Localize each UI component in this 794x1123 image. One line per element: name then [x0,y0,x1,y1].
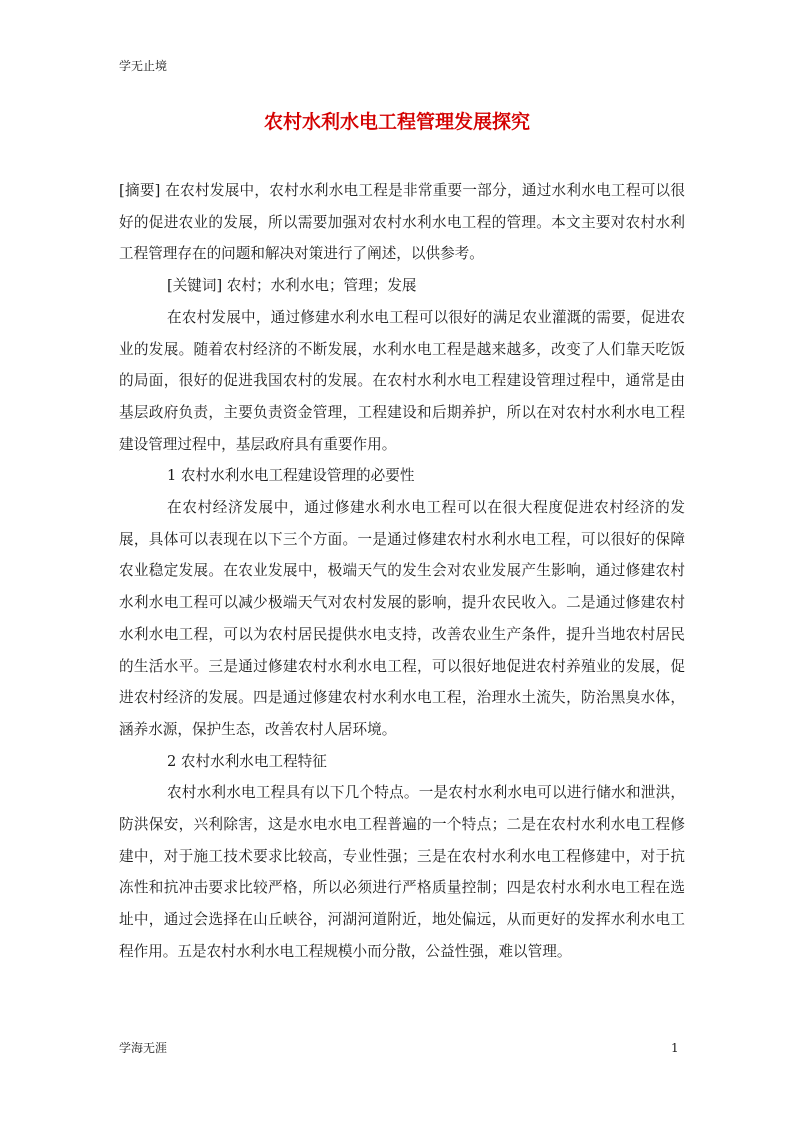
section-heading-1: 1 农村水利水电工程建设管理的必要性 [167,467,415,485]
document-body [119,175,685,968]
section-2-paragraph: 农村水利水电工程具有以下几个特点。一是农村水利水电可以进行储水和泄洪，防洪保安，兴利除害，这是水电水电工程普遍的一个特点；二是在农村水利水电工程修建中，对于施工技术要求比较高，专业性强；三是在农村水利水电工程修建中，对于抗冻性和抗冲击要求比较严格，所以必须进行严格质量控制；四是农村水利水电工程在选址中，通过会选择在山丘峡谷，河湖河道附近，地处偏远，从而更好的发挥水利水电工程作用。五是农村水利水电工程规模小而分散，公益性强，难以管理。 [119,784,685,960]
header-motto: 学无止境 [119,59,168,73]
abstract-paragraph: [摘要] 在农村发展中，农村水利水电工程是非常重要一部分，通过水利水电工程可以很好的促进农业的发展，所以需要加强对农村水利水电工程的管理。本文主要对农村水利工程管理存在的问题和解决对策进行了阐述，以供参考。 [119,182,685,263]
page-number: 1 [671,1041,679,1055]
section-heading-2: 2 农村水利水电工程特征 [167,752,327,770]
intro-paragraph: 在农村发展中，通过修建水利水电工程可以很好的满足农业灌溉的需要，促进农业的发展。随着农村经济的不断发展，水利水电工程是越来越多，改变了人们靠天吃饭的局面，很好的促进我国农村的发展。在农村水利水电工程建设管理过程中，通常是由基层政府负责，主要负责资金管理，工程建设和后期养护，所以在对农村水利水电工程建设管理过程中，基层政府具有重要作用。 [119,308,685,453]
keywords-paragraph: [关键词] 农村；水利水电；管理；发展 [167,277,417,295]
document-title: 农村水利水电工程管理发展探究 [263,111,530,133]
footer-motto: 学海无涯 [119,1041,168,1055]
section-1-paragraph: 在农村经济发展中，通过修建水利水电工程可以在很大程度促进农村经济的发展，具体可以表现在以下三个方面。一是通过修建农村水利水电工程，可以很好的保障农业稳定发展。在农业发展中，极端天气的发生会对农业发展产生影响，通过修建农村水利水电工程可以减少极端天气对农村发展的影响，提升农民收入。二是通过修建农村水利水电工程，可以为农村居民提供水电支持，改善农业生产条件，提升当地农村居民的生活水平。三是通过修建农村水利水电工程，可以很好地促进农村养殖业的发展，促进农村经济的发展。四是通过修建农村水利水电工程，治理水土流失，防治黑臭水体，涵养水源，保护生态，改善农村人居环境。 [119,499,685,738]
